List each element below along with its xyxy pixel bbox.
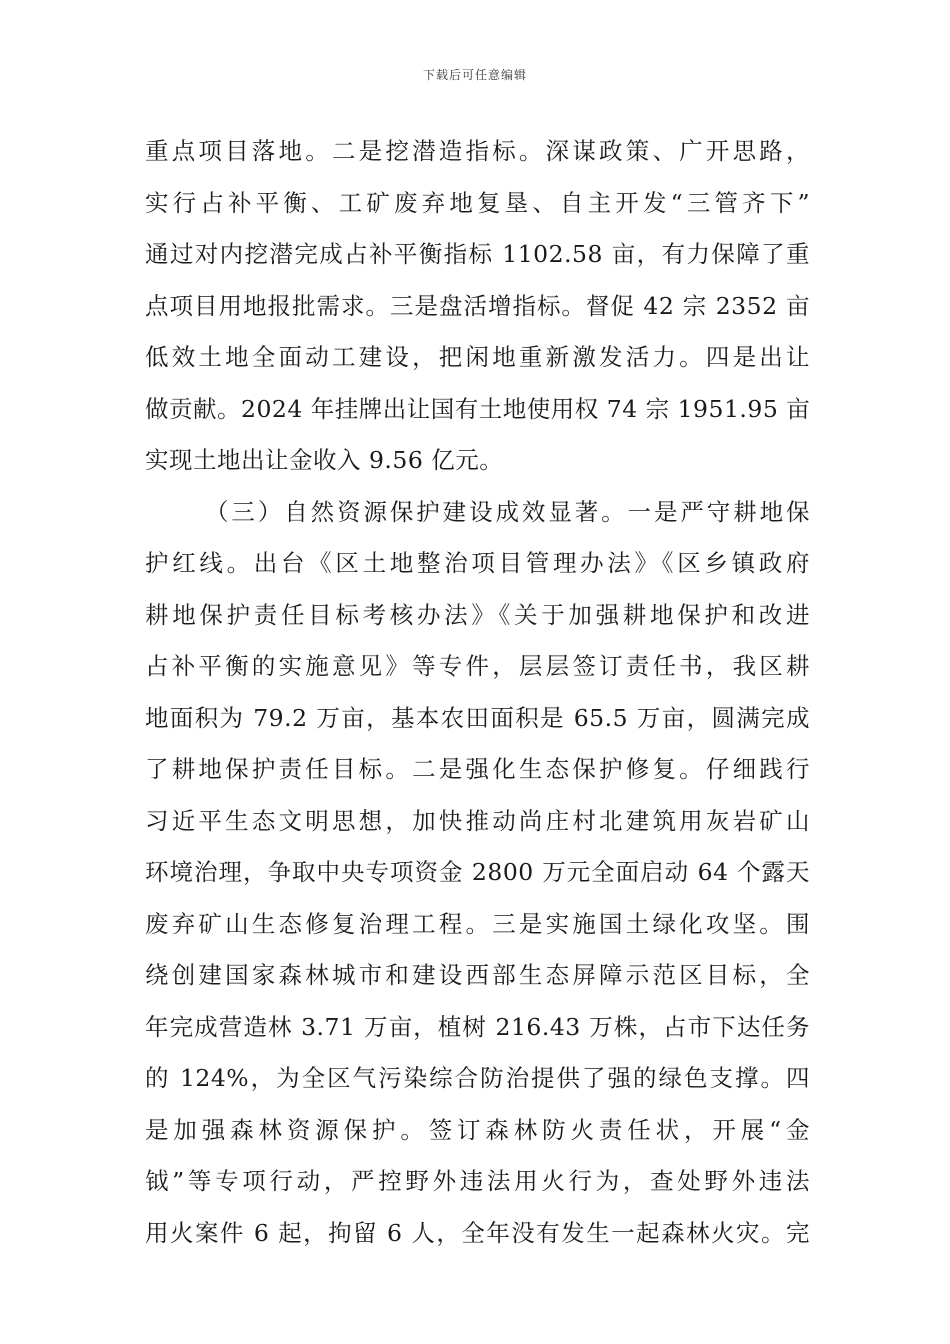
text-line: 低效土地全面动工建设，把闲地重新激发活力。四是出让 (145, 343, 810, 371)
text-line: 实现土地出让金收入 9.56 亿元。 (145, 446, 504, 474)
text-line: 习近平生态文明思想，加快推动尚庄村北建筑用灰岩矿山 (145, 806, 810, 835)
text-line: 年完成营造林 3.71 万亩，植树 216.43 万株，占市下达任务 (145, 1012, 810, 1041)
paragraph (145, 487, 810, 1260)
text-line: 用火案件 6 起，拘留 6 人，全年没有发生一起森林火灾。完 (145, 1218, 810, 1247)
text-line: 做贡献。2024 年挂牌出让国有土地使用权 74 宗 1951.95 亩 (145, 394, 811, 423)
text-line: 点项目用地报批需求。三是盘活增指标。督促 42 宗 2352 亩 (145, 291, 810, 320)
text-line: 绕创建国家森林城市和建设西部生态屏障示范区目标，全 (145, 961, 810, 989)
text-line: 环境治理，争取中央专项资金 2800 万元全面启动 64 个露天 (145, 858, 810, 886)
text-line: 占补平衡的实施意见》等专件，层层签订责任书，我区耕 (145, 652, 810, 680)
text-line: 了耕地保护责任目标。二是强化生态保护修复。仔细践行 (145, 755, 810, 783)
text-line: 护红线。出台《区土地整治项目管理办法》《区乡镇政府 (145, 549, 810, 577)
text-line: 是加强森林资源保护。签订森林防火责任状，开展“金 (145, 1115, 810, 1144)
text-line: 的 124%，为全区气污染综合防治提供了强的绿色支撑。四 (145, 1064, 810, 1092)
document-body (145, 126, 810, 1259)
text-line: 实行占补平衡、工矿废弃地复垦、自主开发“三管齐下” (145, 188, 810, 217)
text-line: 重点项目落地。二是挖潜造指标。深谋政策、广开思路， (145, 137, 810, 165)
text-line: 钺”等专项行动，严控野外违法用火行为，查处野外违法 (145, 1167, 810, 1195)
text-line: 废弃矿山生态修复治理工程。三是实施国土绿化攻坚。围 (145, 909, 810, 938)
text-line: 地面积为 79.2 万亩，基本农田面积是 65.5 万亩，圆满完成 (145, 703, 810, 732)
section-heading-line: （三）自然资源保护建设成效显著。一是严守耕地保 (205, 497, 810, 526)
page-header-note: 下载后可任意编辑 (422, 68, 527, 82)
text-line: 通过对内挖潜完成占补平衡指标 1102.58 亩，有力保障了重 (145, 240, 810, 268)
text-line: 耕地保护责任目标考核办法》《关于加强耕地保护和改进 (145, 600, 810, 629)
paragraph (145, 126, 810, 487)
